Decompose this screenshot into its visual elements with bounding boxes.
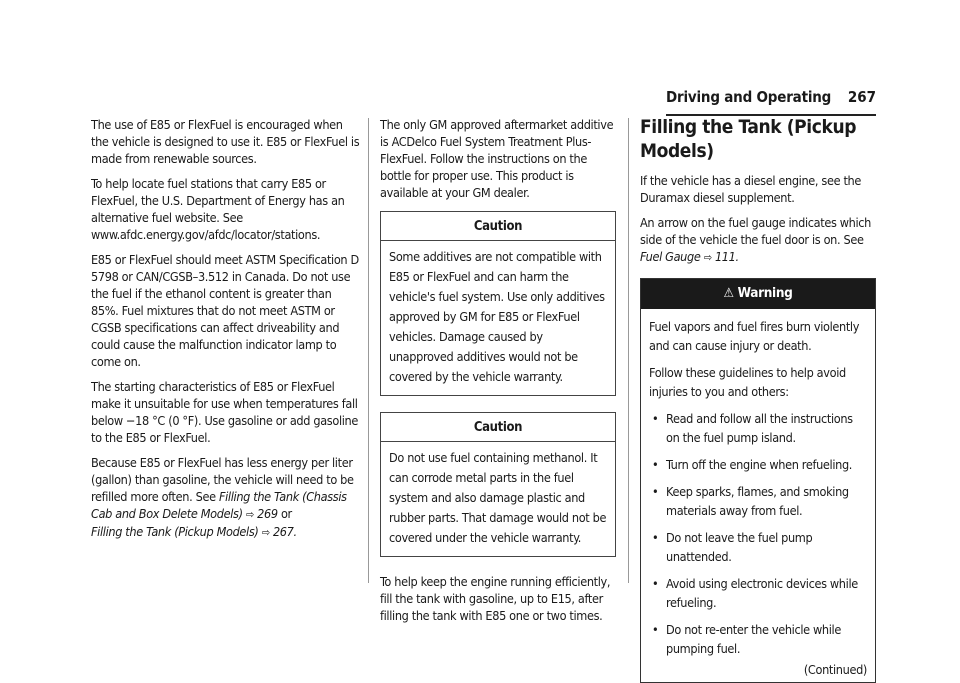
bullet-icon: • bbox=[652, 576, 659, 591]
page-reference[interactable]: 267. bbox=[272, 524, 297, 539]
warning-icon: ⚠ bbox=[723, 286, 734, 301]
caution-title: Caution bbox=[381, 212, 615, 241]
list-item: • Read and follow all the instructions on the fuel pump island. bbox=[652, 411, 853, 445]
section-title: Driving and Operating bbox=[666, 88, 832, 106]
paragraph: To help keep the engine running efficiently, fill the tank with gasoline, up to E15, after filling the tank with E85 one or two times. bbox=[380, 574, 611, 623]
warning-box bbox=[640, 278, 876, 683]
paragraph: Because E85 or FlexFuel has less energy per liter (gallon) than gasoline, the vehicle will need to be refilled more often. See Filling the Tank (Chassis Cab and Box Delete Models) ⇨ 269 or Filling the Tank (Pickup Models) ⇨ 267. bbox=[91, 455, 354, 539]
list-item: • Keep sparks, flames, and smoking materials away from fuel. bbox=[652, 484, 849, 518]
bullet-icon: • bbox=[652, 484, 659, 499]
column-divider-1 bbox=[368, 118, 369, 583]
caution-title: Caution bbox=[381, 413, 615, 442]
page-reference[interactable]: 269 bbox=[257, 506, 278, 521]
page-header bbox=[666, 88, 876, 110]
paragraph: The only GM approved aftermarket additive is ACDelco Fuel System Treatment Plus-FlexFuel. Follow the instructions on the bottle for proper use. This product is available at your GM dealer. bbox=[380, 117, 614, 200]
caution-box bbox=[380, 211, 616, 396]
caution-body: Some additives are not compatible with E85 or FlexFuel and can harm the vehicle's fuel system. Use only additives approved by GM for E85 or FlexFuel vehicles. Damage caused by unapproved additives would not be covered by the vehicle warranty. bbox=[389, 249, 605, 384]
list-item: • Do not leave the fuel pump unattended. bbox=[652, 530, 813, 564]
page-reference[interactable]: 111. bbox=[714, 249, 739, 264]
continued-label: (Continued) bbox=[803, 662, 867, 677]
cross-reference-link[interactable]: Filling the Tank (Pickup Models) bbox=[91, 524, 259, 539]
bullet-icon: • bbox=[652, 530, 659, 545]
bullet-icon: • bbox=[652, 622, 659, 637]
section-heading: Filling the Tank (Pickup Models) bbox=[640, 116, 857, 162]
list-item: • Avoid using electronic devices while refueling. bbox=[652, 576, 858, 610]
paragraph: The use of E85 or FlexFuel is encouraged when the vehicle is designed to use it. E85 or FlexFuel is made from renewable sources. bbox=[91, 117, 360, 166]
list-item: • Do not re-enter the vehicle while pumping fuel. bbox=[652, 622, 841, 656]
column-2 bbox=[380, 116, 616, 624]
caution-body: Do not use fuel containing methanol. It can corrode metal parts in the fuel system and also damage plastic and rubber parts. That damage would not be covered under the vehicle warranty. bbox=[389, 450, 607, 545]
paragraph: The starting characteristics of E85 or FlexFuel make it unsuitable for use when temperatures fall below −18 °C (0 °F). Use gasoline or add gasoline to the E85 or FlexFuel. bbox=[91, 379, 358, 445]
paragraph: If the vehicle has a diesel engine, see the Duramax diesel supplement. bbox=[640, 173, 862, 205]
paragraph: To help locate fuel stations that carry E85 or FlexFuel, the U.S. Department of Energy has an alternative fuel website. See www.afdc.energy.gov/afdc/locator/stations. bbox=[91, 176, 345, 242]
page-ref-icon: ⇨ bbox=[703, 251, 712, 264]
column-3 bbox=[640, 116, 876, 683]
list-item: • Turn off the engine when refueling. bbox=[652, 457, 853, 472]
column-divider-2 bbox=[628, 118, 629, 583]
cross-reference-link[interactable]: Fuel Gauge bbox=[640, 249, 701, 264]
warning-title: Warning bbox=[737, 285, 793, 301]
bullet-icon: • bbox=[652, 411, 659, 426]
caution-box bbox=[380, 412, 616, 557]
column-1 bbox=[91, 116, 361, 541]
cross-reference-link[interactable]: Filling the Tank (Chassis Cab and Box Delete Models) bbox=[91, 489, 347, 521]
paragraph: E85 or FlexFuel should meet ASTM Specification D 5798 or CAN/CGSB–3.512 in Canada. Do not use the fuel if the ethanol content is greater than 85%. Fuel mixtures that do not meet ASTM or CGSB specifications can affect driveability and could cause the malfunction indicator lamp to come on. bbox=[91, 252, 359, 369]
warning-text: Fuel vapors and fuel fires burn violently and can cause injury or death. bbox=[649, 319, 860, 353]
page-ref-icon: ⇨ bbox=[245, 508, 254, 521]
warning-header bbox=[641, 279, 875, 309]
warning-list bbox=[649, 409, 867, 658]
warning-body bbox=[641, 309, 875, 682]
page-number: 267 bbox=[847, 88, 876, 106]
warning-text: Follow these guidelines to help avoid injuries to you and others: bbox=[649, 365, 846, 399]
bullet-icon: • bbox=[652, 457, 659, 472]
paragraph: An arrow on the fuel gauge indicates which side of the vehicle the fuel door is on. See Fuel Gauge ⇨ 111. bbox=[640, 215, 872, 264]
page-ref-icon: ⇨ bbox=[261, 526, 270, 539]
